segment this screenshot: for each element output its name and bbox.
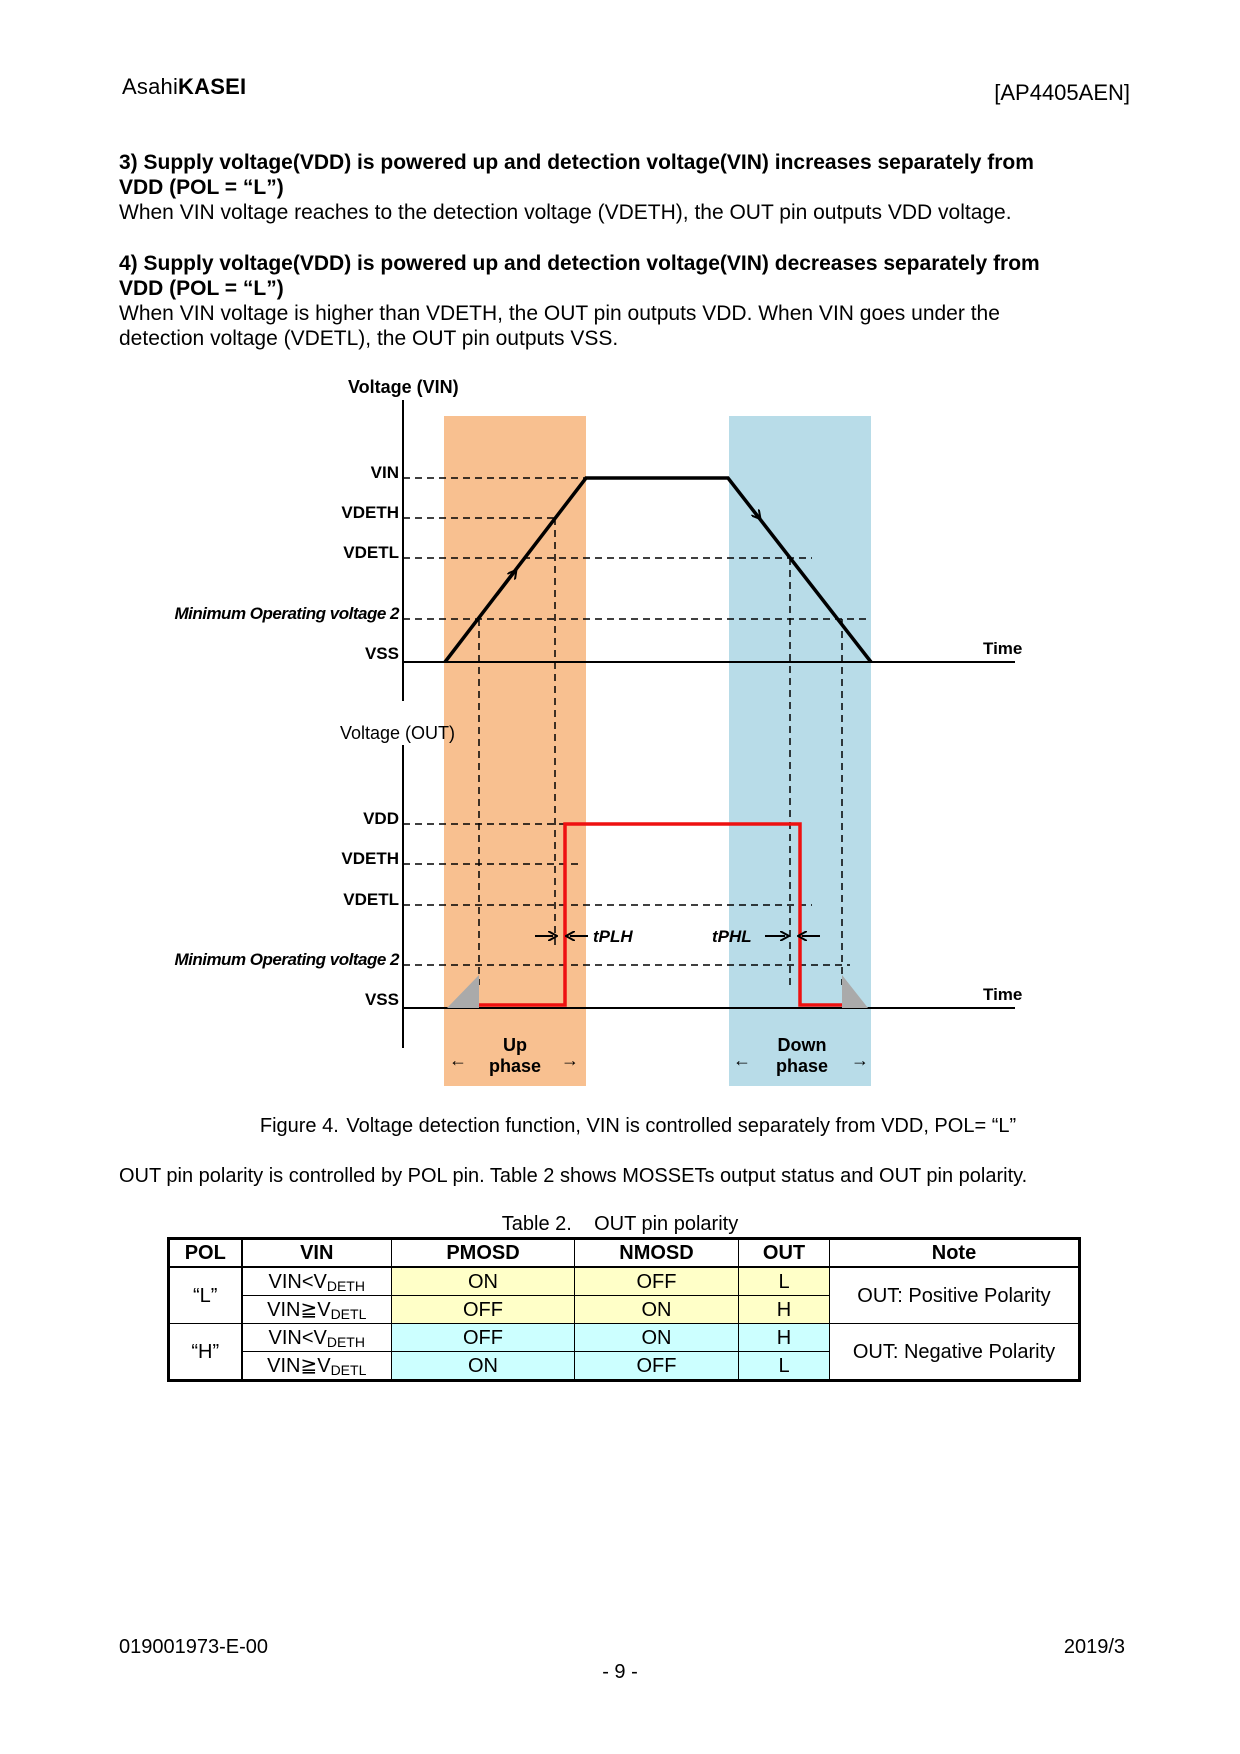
vin-condition: $VIN<V_{DETH}$ <box>242 1267 392 1296</box>
pmosd-state: ON <box>392 1267 575 1296</box>
header-pol: POL <box>169 1239 242 1268</box>
top-level-min-operating: Minimum Operating voltage 2 <box>174 604 399 623</box>
figure-caption-label: Figure 4. <box>259 1115 339 1137</box>
vin-condition: $VIN≧V_{DETL}$ <box>242 1296 392 1324</box>
bottom-level-vdetl: VDETL <box>343 890 399 909</box>
header-nmosd: NMOSD <box>575 1239 739 1268</box>
pol-value-l: “L” <box>169 1267 242 1324</box>
out-state: H <box>739 1296 830 1324</box>
bottom-level-vss: VSS <box>364 990 399 1009</box>
header-pmosd: PMOSD <box>392 1239 575 1268</box>
nmosd-state: OFF <box>575 1352 739 1381</box>
section-4-body-line2: detection voltage (VDETL), the OUT pin outputs VSS. <box>119 327 619 350</box>
out-state: L <box>739 1352 830 1381</box>
pmosd-state: ON <box>392 1352 575 1381</box>
up-phase-label-line2: phase <box>488 1056 542 1076</box>
header-out: OUT <box>739 1239 830 1268</box>
nmosd-state: ON <box>575 1324 739 1352</box>
bottom-axis-title: Voltage (OUT) <box>340 723 456 743</box>
down-phase-label-line2: phase <box>775 1056 829 1076</box>
pmosd-state: OFF <box>392 1324 575 1352</box>
table-row <box>169 1267 1080 1296</box>
section-4 <box>119 251 1129 351</box>
header-vin: VIN <box>242 1239 392 1268</box>
down-phase-label-line1: Down <box>777 1035 827 1055</box>
section-4-heading-line1: 4) Supply voltage(VDD) is powered up and detection voltage(VIN) decreases separately from <box>119 252 1040 275</box>
bottom-level-vdeth: VDETH <box>341 849 399 868</box>
top-level-vdeth: VDETH <box>341 503 399 522</box>
page-number: - 9 - <box>602 1661 638 1683</box>
footer-date: 2019/3 <box>1063 1636 1125 1658</box>
top-level-vin: VIN <box>370 463 399 482</box>
pmosd-state: OFF <box>392 1296 575 1324</box>
section-3-heading-line2: VDD (POL = “L”) <box>119 176 284 199</box>
bottom-level-vdd: VDD <box>363 809 399 828</box>
up-phase-left-arrow-icon: ← <box>449 1050 467 1070</box>
section-3 <box>119 150 1129 225</box>
down-phase-left-arrow-icon: ← <box>733 1050 751 1070</box>
top-level-vdetl: VDETL <box>343 543 399 562</box>
top-level-vss: VSS <box>364 644 399 663</box>
figure-caption <box>0 1115 1240 1138</box>
document-code: [AP4405AEN] <box>994 80 1130 105</box>
note-positive-polarity: OUT: Positive Polarity <box>830 1267 1080 1324</box>
nmosd-state: ON <box>575 1296 739 1324</box>
out-state: L <box>739 1267 830 1296</box>
out-state: H <box>739 1324 830 1352</box>
top-time-label: Time <box>983 639 1023 658</box>
out-pin-polarity-table <box>167 1237 1081 1382</box>
tplh-label: tPLH <box>593 927 633 946</box>
tphl-label: tPHL <box>712 927 752 946</box>
voltage-detection-timing-diagram <box>0 360 1240 1100</box>
logo-kasei-text: KASEI <box>178 74 247 99</box>
nmosd-state: OFF <box>575 1267 739 1296</box>
section-4-heading-line2: VDD (POL = “L”) <box>119 277 284 300</box>
section-4-body-line1: When VIN voltage is higher than VDETH, the OUT pin outputs VDD. When VIN goes under the <box>119 302 1000 325</box>
note-negative-polarity: OUT: Negative Polarity <box>830 1324 1080 1381</box>
down-phase-right-arrow-icon: → <box>851 1050 869 1070</box>
up-phase-label-line1: Up <box>503 1035 527 1055</box>
logo-asahi-text: Asahi <box>122 74 179 99</box>
table-row <box>169 1324 1080 1352</box>
pol-value-h: “H” <box>169 1324 242 1381</box>
section-3-body: When VIN voltage reaches to the detection voltage (VDETH), the OUT pin outputs VDD voltage. <box>119 201 1012 224</box>
up-phase-right-arrow-icon: → <box>561 1050 579 1070</box>
table-header-row <box>169 1239 1080 1268</box>
bottom-level-min-operating: Minimum Operating voltage 2 <box>174 950 399 969</box>
polarity-intro-text: OUT pin polarity is controlled by POL pin. Table 2 shows MOSSETs output status and OUT pin polarity. <box>119 1165 1028 1187</box>
vin-condition: $VIN<V_{DETH}$ <box>242 1324 392 1352</box>
table-title: Table 2. OUT pin polarity <box>501 1213 739 1235</box>
header-note: Note <box>830 1239 1080 1268</box>
bottom-time-label: Time <box>983 985 1023 1004</box>
company-logo <box>122 74 246 100</box>
vin-condition: $VIN≧V_{DETL}$ <box>242 1352 392 1381</box>
section-3-heading-line1: 3) Supply voltage(VDD) is powered up and detection voltage(VIN) increases separately from <box>119 151 1034 174</box>
top-axis-title: Voltage (VIN) <box>348 377 459 397</box>
footer-doc-number: 019001973-E-00 <box>119 1636 269 1658</box>
figure-caption-text: Voltage detection function, VIN is controlled separately from VDD, POL= “L” <box>346 1115 1017 1137</box>
